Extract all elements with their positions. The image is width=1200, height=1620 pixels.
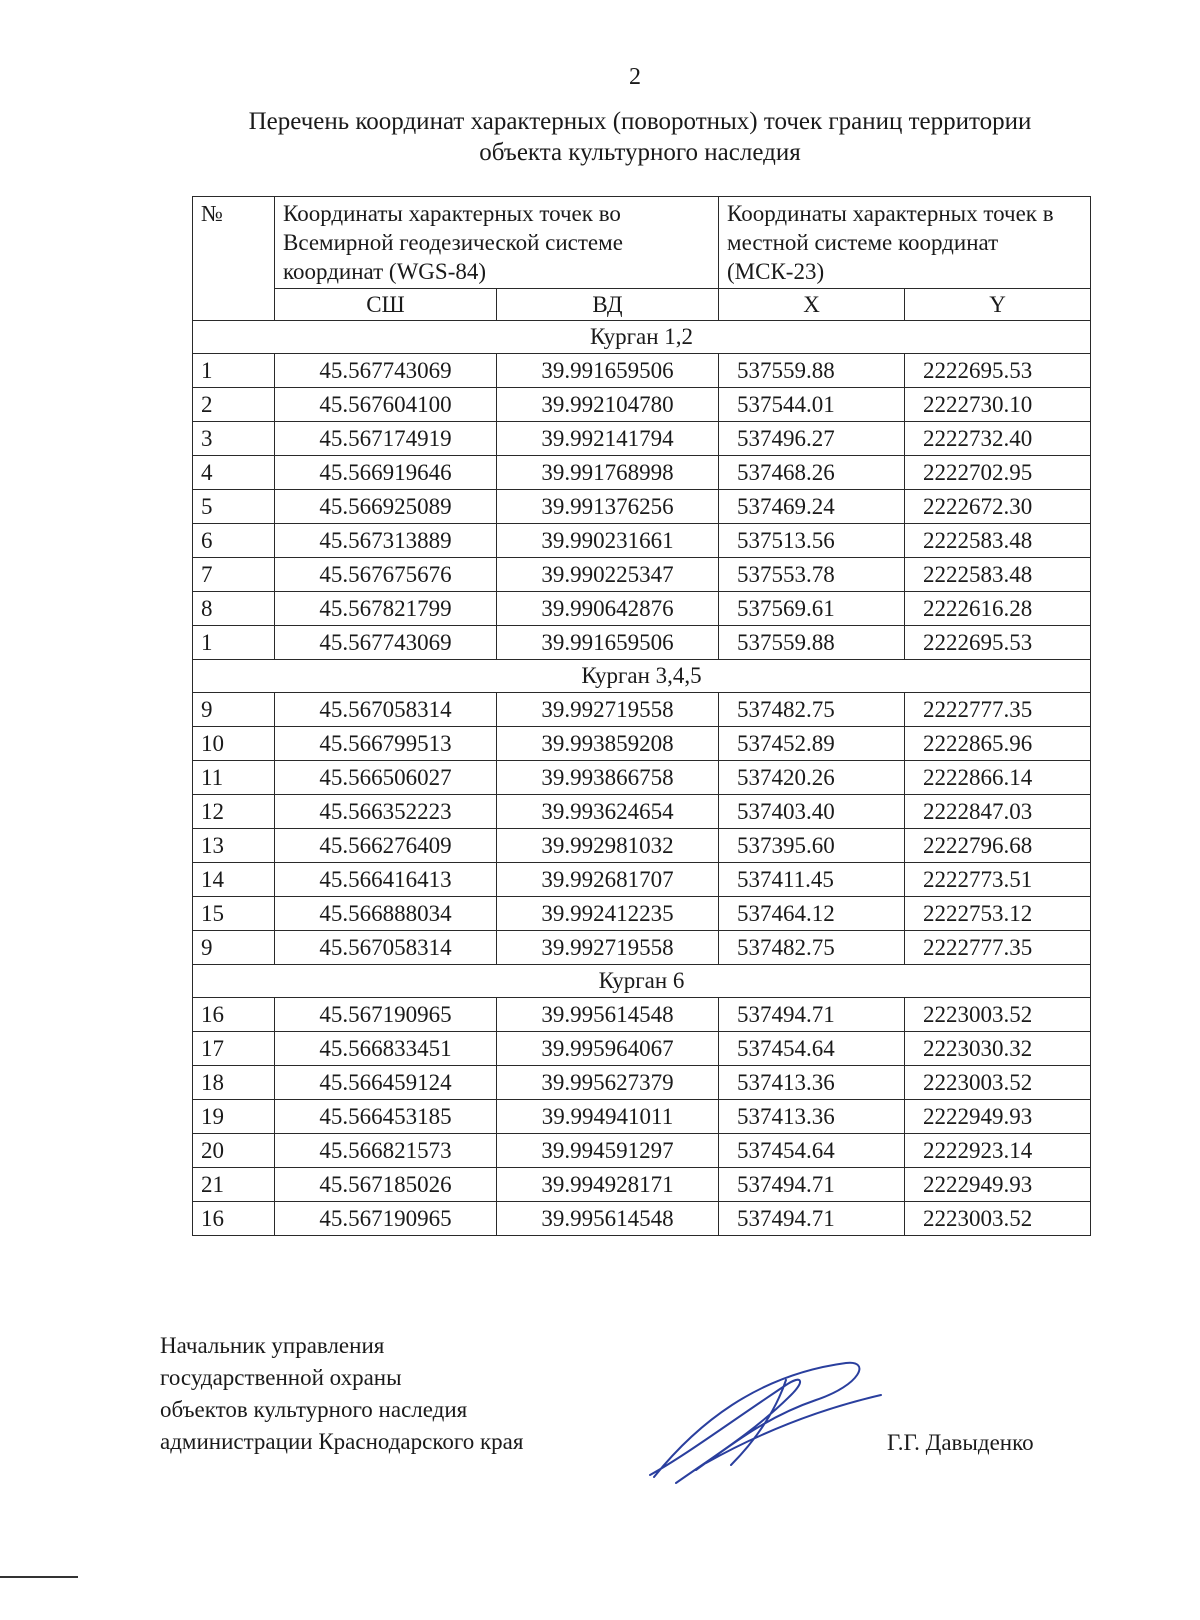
latitude-cell: 45.567743069 (275, 626, 497, 660)
longitude-cell: 39.994928171 (497, 1168, 719, 1202)
latitude-cell: 45.566799513 (275, 727, 497, 761)
point-number: 1 (193, 354, 275, 388)
section-row (193, 321, 1091, 354)
y-cell: 2222753.12 (905, 897, 1091, 931)
longitude-cell: 39.990642876 (497, 592, 719, 626)
position-line: администрации Краснодарского края (160, 1429, 524, 1454)
section-row (193, 660, 1091, 693)
longitude-cell: 39.992141794 (497, 422, 719, 456)
x-cell: 537553.78 (719, 558, 905, 592)
x-cell: 537513.56 (719, 524, 905, 558)
point-number: 3 (193, 422, 275, 456)
table-row (193, 829, 1091, 863)
table-row (193, 422, 1091, 456)
latitude-cell: 45.566276409 (275, 829, 497, 863)
y-cell: 2222695.53 (905, 626, 1091, 660)
coordinates-table (192, 196, 1091, 1236)
x-cell: 537569.61 (719, 592, 905, 626)
longitude-cell: 39.991768998 (497, 456, 719, 490)
signatory-position (160, 1330, 523, 1458)
point-number: 19 (193, 1100, 275, 1134)
y-cell: 2222773.51 (905, 863, 1091, 897)
latitude-cell: 45.567743069 (275, 354, 497, 388)
longitude-cell: 39.992719558 (497, 693, 719, 727)
point-number: 9 (193, 931, 275, 965)
handwritten-signature (636, 1355, 886, 1495)
header-x: X (719, 289, 905, 321)
section-title: Курган 6 (193, 965, 1091, 998)
point-number: 1 (193, 626, 275, 660)
longitude-cell: 39.995627379 (497, 1066, 719, 1100)
x-cell: 537395.60 (719, 829, 905, 863)
table-row (193, 795, 1091, 829)
longitude-cell: 39.994941011 (497, 1100, 719, 1134)
y-cell: 2222672.30 (905, 490, 1091, 524)
table-row (193, 558, 1091, 592)
y-cell: 2222583.48 (905, 558, 1091, 592)
latitude-cell: 45.567313889 (275, 524, 497, 558)
y-cell: 2223003.52 (905, 1066, 1091, 1100)
table-row (193, 354, 1091, 388)
point-number: 16 (193, 998, 275, 1032)
y-cell: 2222796.68 (905, 829, 1091, 863)
longitude-cell: 39.991376256 (497, 490, 719, 524)
latitude-cell: 45.566925089 (275, 490, 497, 524)
point-number: 7 (193, 558, 275, 592)
table-row (193, 1032, 1091, 1066)
section-row (193, 965, 1091, 998)
position-line: государственной охраны (160, 1365, 402, 1390)
table-row (193, 727, 1091, 761)
x-cell: 537544.01 (719, 388, 905, 422)
table-row (193, 1168, 1091, 1202)
point-number: 14 (193, 863, 275, 897)
longitude-cell: 39.991659506 (497, 354, 719, 388)
table-row (193, 1100, 1091, 1134)
longitude-cell: 39.992681707 (497, 863, 719, 897)
y-cell: 2223003.52 (905, 1202, 1091, 1236)
point-number: 8 (193, 592, 275, 626)
table-row (193, 1202, 1091, 1236)
y-cell: 2222777.35 (905, 693, 1091, 727)
x-cell: 537411.45 (719, 863, 905, 897)
y-cell: 2222583.48 (905, 524, 1091, 558)
table-row (193, 931, 1091, 965)
header-msk23: Координаты характерных точек в местной системе координат (МСК-23) (719, 197, 1091, 289)
signatory-name: Г.Г. Давыденко (887, 1430, 1034, 1455)
y-cell: 2222702.95 (905, 456, 1091, 490)
longitude-cell: 39.993624654 (497, 795, 719, 829)
point-number: 18 (193, 1066, 275, 1100)
y-cell: 2222730.10 (905, 388, 1091, 422)
point-number: 12 (193, 795, 275, 829)
y-cell: 2223003.52 (905, 998, 1091, 1032)
latitude-cell: 45.567058314 (275, 931, 497, 965)
latitude-cell: 45.566352223 (275, 795, 497, 829)
longitude-cell: 39.992104780 (497, 388, 719, 422)
point-number: 13 (193, 829, 275, 863)
latitude-cell: 45.567190965 (275, 998, 497, 1032)
x-cell: 537454.64 (719, 1032, 905, 1066)
latitude-cell: 45.567821799 (275, 592, 497, 626)
point-number: 20 (193, 1134, 275, 1168)
x-cell: 537413.36 (719, 1066, 905, 1100)
x-cell: 537420.26 (719, 761, 905, 795)
latitude-cell: 45.566506027 (275, 761, 497, 795)
point-number: 2 (193, 388, 275, 422)
position-line: объектов культурного наследия (160, 1397, 468, 1422)
title-line-1: Перечень координат характерных (поворотных) точек границ территории (248, 108, 1032, 135)
y-cell: 2223030.32 (905, 1032, 1091, 1066)
table-row (193, 592, 1091, 626)
x-cell: 537494.71 (719, 1202, 905, 1236)
longitude-cell: 39.990225347 (497, 558, 719, 592)
x-cell: 537413.36 (719, 1100, 905, 1134)
y-cell: 2222777.35 (905, 931, 1091, 965)
point-number: 15 (193, 897, 275, 931)
point-number: 21 (193, 1168, 275, 1202)
y-cell: 2222865.96 (905, 727, 1091, 761)
x-cell: 537482.75 (719, 693, 905, 727)
table-row (193, 897, 1091, 931)
latitude-cell: 45.566821573 (275, 1134, 497, 1168)
point-number: 10 (193, 727, 275, 761)
longitude-cell: 39.992981032 (497, 829, 719, 863)
y-cell: 2222695.53 (905, 354, 1091, 388)
x-cell: 537482.75 (719, 931, 905, 965)
longitude-cell: 39.993866758 (497, 761, 719, 795)
longitude-cell: 39.990231661 (497, 524, 719, 558)
point-number: 17 (193, 1032, 275, 1066)
x-cell: 537452.89 (719, 727, 905, 761)
table-row (193, 1134, 1091, 1168)
table-row (193, 388, 1091, 422)
y-cell: 2222732.40 (905, 422, 1091, 456)
longitude-cell: 39.993859208 (497, 727, 719, 761)
header-latitude: СШ (275, 289, 497, 321)
table-row (193, 490, 1091, 524)
longitude-cell: 39.992412235 (497, 897, 719, 931)
table-row (193, 761, 1091, 795)
x-cell: 537496.27 (719, 422, 905, 456)
x-cell: 537559.88 (719, 354, 905, 388)
table-header-row (193, 197, 1091, 289)
table-row (193, 998, 1091, 1032)
latitude-cell: 45.567604100 (275, 388, 497, 422)
point-number: 5 (193, 490, 275, 524)
section-title: Курган 1,2 (193, 321, 1091, 354)
header-longitude: ВД (497, 289, 719, 321)
y-cell: 2222923.14 (905, 1134, 1091, 1168)
header-y: Y (905, 289, 1091, 321)
table-row (193, 456, 1091, 490)
latitude-cell: 45.566919646 (275, 456, 497, 490)
x-cell: 537454.64 (719, 1134, 905, 1168)
header-wgs84: Координаты характерных точек во Всемирной геодезической системе координат (WGS-84) (275, 197, 719, 289)
x-cell: 537464.12 (719, 897, 905, 931)
header-number: № (193, 197, 275, 321)
x-cell: 537469.24 (719, 490, 905, 524)
point-number: 9 (193, 693, 275, 727)
title-line-2: объекта культурного наследия (479, 139, 801, 166)
latitude-cell: 45.567058314 (275, 693, 497, 727)
point-number: 4 (193, 456, 275, 490)
table-row (193, 1066, 1091, 1100)
longitude-cell: 39.995964067 (497, 1032, 719, 1066)
table-row (193, 626, 1091, 660)
y-cell: 2222949.93 (905, 1100, 1091, 1134)
y-cell: 2222847.03 (905, 795, 1091, 829)
latitude-cell: 45.567185026 (275, 1168, 497, 1202)
y-cell: 2222949.93 (905, 1168, 1091, 1202)
latitude-cell: 45.567675676 (275, 558, 497, 592)
longitude-cell: 39.991659506 (497, 626, 719, 660)
latitude-cell: 45.566453185 (275, 1100, 497, 1134)
latitude-cell: 45.567190965 (275, 1202, 497, 1236)
y-cell: 2222616.28 (905, 592, 1091, 626)
section-title: Курган 3,4,5 (193, 660, 1091, 693)
page-number: 2 (629, 64, 641, 90)
table-subheader-row (193, 289, 1091, 321)
latitude-cell: 45.566416413 (275, 863, 497, 897)
point-number: 11 (193, 761, 275, 795)
point-number: 16 (193, 1202, 275, 1236)
position-line: Начальник управления (160, 1333, 385, 1358)
longitude-cell: 39.994591297 (497, 1134, 719, 1168)
longitude-cell: 39.995614548 (497, 998, 719, 1032)
latitude-cell: 45.566833451 (275, 1032, 497, 1066)
point-number: 6 (193, 524, 275, 558)
y-cell: 2222866.14 (905, 761, 1091, 795)
document-title (190, 106, 1090, 168)
longitude-cell: 39.995614548 (497, 1202, 719, 1236)
x-cell: 537559.88 (719, 626, 905, 660)
x-cell: 537403.40 (719, 795, 905, 829)
latitude-cell: 45.567174919 (275, 422, 497, 456)
x-cell: 537494.71 (719, 1168, 905, 1202)
x-cell: 537494.71 (719, 998, 905, 1032)
table-row (193, 524, 1091, 558)
x-cell: 537468.26 (719, 456, 905, 490)
table-row (193, 693, 1091, 727)
corner-mark (0, 1576, 78, 1578)
latitude-cell: 45.566459124 (275, 1066, 497, 1100)
table-row (193, 863, 1091, 897)
latitude-cell: 45.566888034 (275, 897, 497, 931)
longitude-cell: 39.992719558 (497, 931, 719, 965)
